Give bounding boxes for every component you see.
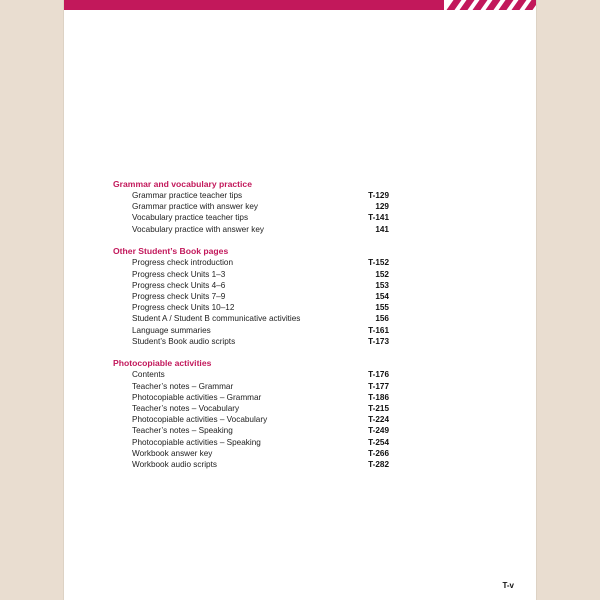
contents-entry bbox=[113, 392, 389, 403]
contents-entry bbox=[113, 381, 389, 392]
contents-entry bbox=[113, 425, 389, 436]
entry-page-number: T-129 bbox=[368, 191, 389, 200]
contents-section bbox=[113, 357, 389, 470]
entry-page-number: T-249 bbox=[368, 426, 389, 436]
header-color-bar bbox=[64, 0, 536, 10]
entry-label: Teacher’s notes – Vocabulary bbox=[132, 404, 240, 414]
entry-label: Progress check Units 4–6 bbox=[132, 280, 226, 290]
entry-page-number: 129 bbox=[375, 202, 389, 212]
contents-entry bbox=[113, 201, 389, 212]
entry-page-number: 155 bbox=[375, 303, 389, 313]
entry-label: Workbook audio scripts bbox=[132, 460, 217, 470]
contents-entry bbox=[113, 224, 389, 235]
entry-page-number: 156 bbox=[375, 314, 389, 324]
entry-label: Grammar practice teacher tips bbox=[132, 191, 243, 200]
entry-page-number: T-224 bbox=[368, 415, 389, 425]
entry-page-number: T-282 bbox=[368, 460, 389, 470]
contents-entry bbox=[113, 459, 389, 470]
entry-label: Progress check Units 10–12 bbox=[132, 303, 235, 313]
contents-entry bbox=[113, 369, 389, 380]
contents-entry bbox=[113, 448, 389, 459]
entry-label: Teacher’s notes – Speaking bbox=[132, 426, 233, 436]
contents-section bbox=[113, 178, 389, 235]
entry-label: Contents bbox=[132, 370, 165, 380]
entry-page-number: 141 bbox=[375, 224, 389, 234]
entry-page-number: T-254 bbox=[368, 437, 389, 447]
entry-label: Teacher’s notes – Grammar bbox=[132, 381, 234, 391]
contents-entry bbox=[113, 257, 389, 268]
contents-entry bbox=[113, 190, 389, 201]
entry-page-number: T-186 bbox=[368, 392, 389, 402]
entry-page-number: 153 bbox=[375, 280, 389, 290]
entry-page-number: T-266 bbox=[368, 448, 389, 458]
contents-entry bbox=[113, 280, 389, 291]
entry-label: Photocopiable activities – Vocabulary bbox=[132, 415, 268, 425]
header-solid-bar bbox=[64, 0, 444, 10]
entry-label: Photocopiable activities – Grammar bbox=[132, 392, 262, 402]
contents-entry bbox=[113, 313, 389, 324]
contents-entry bbox=[113, 325, 389, 336]
contents-entry bbox=[113, 336, 389, 347]
section-heading: Other Student’s Book pages bbox=[113, 246, 229, 257]
entry-label: Progress check introduction bbox=[132, 258, 234, 268]
document-page bbox=[64, 0, 536, 600]
header-stripe bbox=[524, 0, 536, 10]
contents-entry bbox=[113, 437, 389, 448]
entry-label: Vocabulary practice with answer key bbox=[132, 224, 264, 234]
entry-label: Language summaries bbox=[132, 325, 211, 335]
entry-page-number: T-152 bbox=[368, 258, 389, 268]
entry-label: Student A / Student B communicative activities bbox=[132, 314, 301, 324]
section-heading: Photocopiable activities bbox=[113, 358, 212, 369]
entry-label: Workbook answer key bbox=[132, 448, 213, 458]
contents-entry bbox=[113, 403, 389, 414]
contents-entry bbox=[113, 414, 389, 425]
contents-entry bbox=[113, 302, 389, 313]
entry-page-number: 154 bbox=[375, 291, 389, 301]
entry-label: Student’s Book audio scripts bbox=[132, 336, 236, 346]
entry-page-number: 152 bbox=[375, 269, 389, 279]
entry-page-number: T-215 bbox=[368, 404, 389, 414]
contents-entry bbox=[113, 212, 389, 223]
entry-label: Progress check Units 1–3 bbox=[132, 269, 226, 279]
contents-section bbox=[113, 245, 389, 347]
header-stripe-pattern bbox=[444, 0, 536, 10]
entry-page-number: T-141 bbox=[368, 213, 389, 223]
entry-page-number: T-177 bbox=[368, 381, 389, 391]
contents-entry bbox=[113, 269, 389, 280]
entry-page-number: T-176 bbox=[368, 370, 389, 380]
page-number: T-v bbox=[502, 581, 514, 590]
section-heading: Grammar and vocabulary practice bbox=[113, 179, 252, 189]
entry-label: Grammar practice with answer key bbox=[132, 202, 259, 212]
entry-page-number: T-161 bbox=[368, 325, 389, 335]
entry-label: Photocopiable activities – Speaking bbox=[132, 437, 261, 447]
contents-entry bbox=[113, 291, 389, 302]
entry-label: Progress check Units 7–9 bbox=[132, 291, 226, 301]
contents-list bbox=[113, 178, 389, 481]
entry-label: Vocabulary practice teacher tips bbox=[132, 213, 249, 223]
entry-page-number: T-173 bbox=[368, 336, 389, 346]
